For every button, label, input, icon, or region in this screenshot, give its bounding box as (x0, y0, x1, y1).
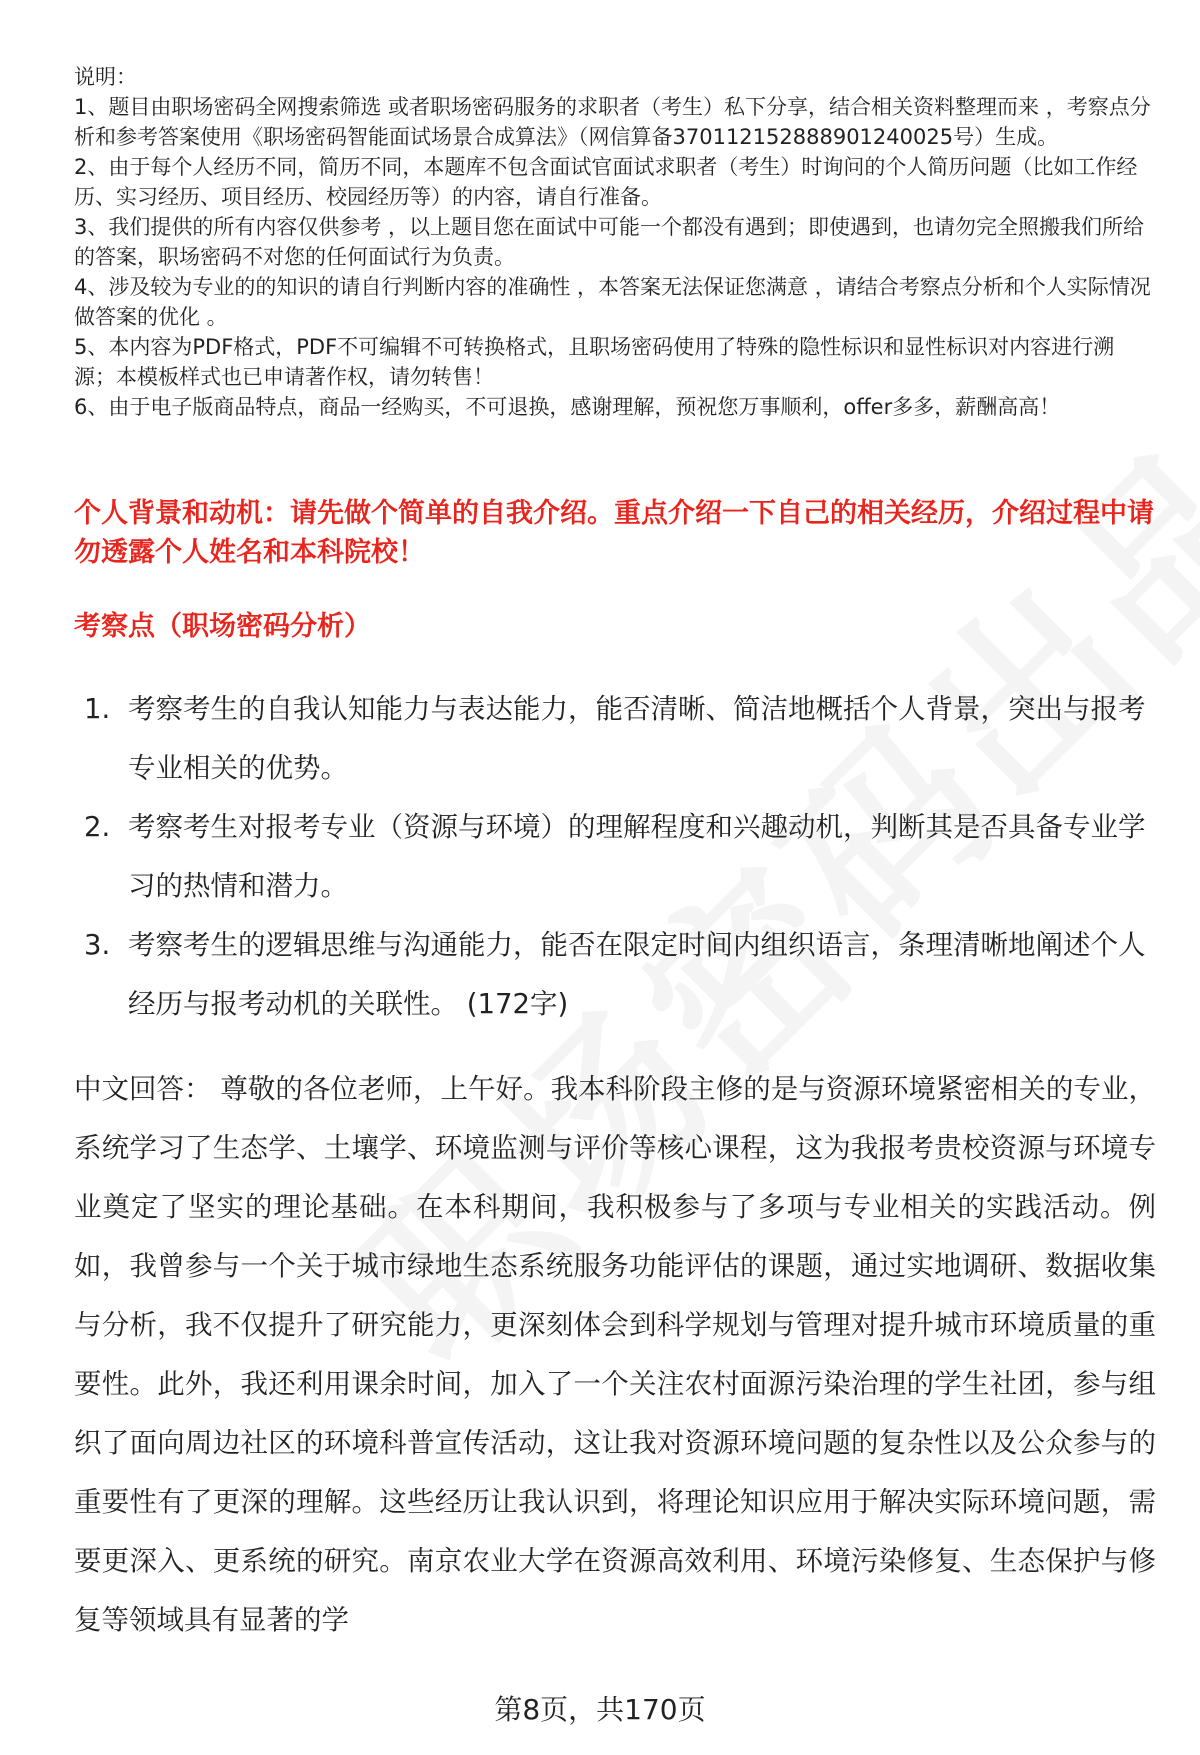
analysis-point (84, 916, 1156, 1034)
answer-text: 中文回答： 尊敬的各位老师，上午好。我本科阶段主修的是与资源环境紧密相关的专业，系统学习了生态学、土壤学、环境监测与评价等核心课程，这为我报考贵校资源与环境专业奠定了坚实的理论基础。在本科期间，我积极参与了多项与专业相关的实践活动。例如，我曾参与一个关于城市绿地生态系统服务功能评估的课题，通过实地调研、数据收集与分析，我不仅提升了研究能力，更深刻体会到科学规划与管理对提升城市环境质量的重要性。此外，我还利用课余时间，加入了一个关注农村面源污染治理的学生社团，参与组织了面向周边社区的环境科普宣传活动，这让我对资源环境问题的复杂性以及公众参与的重要性有了更深的理解。这些经历让我认识到，将理论知识应用于解决实际环境问题，需要更深入、更系统的研究。南京农业大学在资源高效利用、环境污染修复、生态保护与修复等领域具有显著的学 (74, 1073, 1156, 1636)
analysis-title: 考察点（职场密码分析） (74, 611, 371, 642)
notes-item: 5、本内容为PDF格式，PDF不可编辑不可转换格式，且职场密码使用了特殊的隐性标识和显性标识对内容进行溯源；本模板样式也已申请著作权，请勿转售！ (74, 335, 1115, 389)
point-text: 考察考生对报考专业（资源与环境）的理解程度和兴趣动机，判断其是否具备专业学习的热情和潜力。 (128, 811, 1146, 902)
notes-item: 4、涉及较为专业的的知识的请自行判断内容的准确性 ，本答案无法保证您满意 ，请结合考察点分析和个人实际情况做答案的优化 。 (74, 275, 1151, 329)
point-number: 2. (84, 811, 111, 843)
notes-item: 1、题目由职场密码全网搜索筛选 或者职场密码服务的求职者（考生）私下分享，结合相关资料整理而来 ，考察点分析和参考答案使用《职场密码智能面试场景合成算法》（网信算备370112152888901240025号）生成。 (74, 95, 1151, 149)
notes-section (74, 62, 1156, 422)
notes-item: 6、由于电子版商品特点，商品一经购买，不可退换，感谢理解，预祝您万事顺利，offer多多，薪酬高高！ (74, 395, 1061, 419)
analysis-point (84, 680, 1156, 798)
notes-item: 2、由于每个人经历不同，简历不同，本题库不包含面试官面试求职者（考生）时询问的个人简历问题（比如工作经历、实习经历、项目经历、校园经历等）的内容，请自行准备。 (74, 155, 1138, 209)
notes-title: 说明： (74, 65, 137, 89)
point-text: 考察考生的逻辑思维与沟通能力，能否在限定时间内组织语言，条理清晰地阐述个人经历与报考动机的关联性。 (172字) (128, 929, 1146, 1020)
analysis-points (84, 680, 1156, 1034)
page-footer: 第8页，共170页 (494, 1693, 706, 1726)
point-text: 考察考生的自我认知能力与表达能力，能否清晰、简洁地概括个人背景，突出与报考专业相关的优势。 (128, 693, 1146, 784)
point-number: 1. (84, 693, 111, 725)
point-number: 3. (84, 929, 111, 961)
question-heading: 个人背景和动机：请先做个简单的自我介绍。重点介绍一下自己的相关经历，介绍过程中请勿透露个人姓名和本科院校！ (74, 498, 1154, 568)
notes-item: 3、我们提供的所有内容仅供参考 ，以上题目您在面试中可能一个都没有遇到；即使遇到，也请勿完全照搬我们所给的答案，职场密码不对您的任何面试行为负责。 (74, 215, 1145, 269)
analysis-point (84, 798, 1156, 916)
